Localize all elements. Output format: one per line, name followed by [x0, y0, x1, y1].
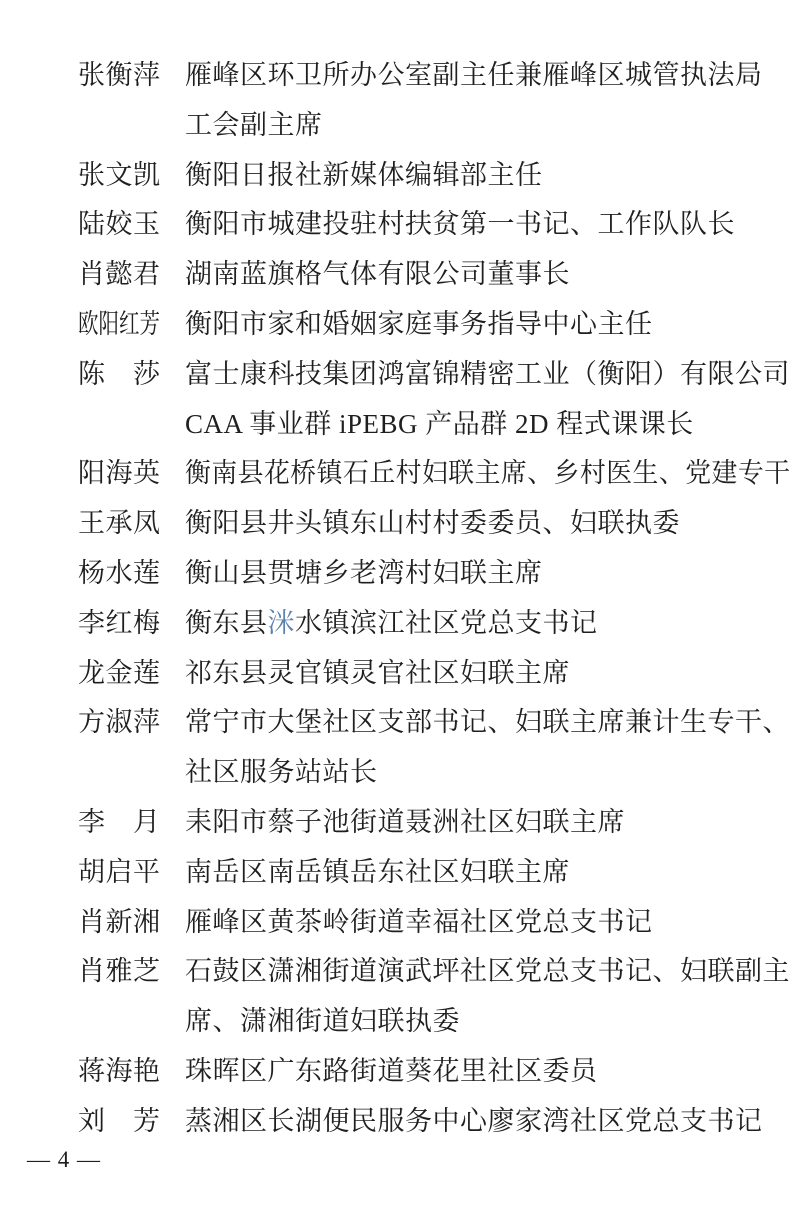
name-char [106, 350, 133, 400]
person-title [185, 151, 791, 201]
name-char: 懿 [105, 259, 133, 290]
name-char: 平 [133, 856, 160, 887]
roster-entry [78, 449, 793, 499]
name-char: 雅 [105, 956, 133, 987]
title-line [185, 101, 791, 151]
title-line-text: 席、潇湘街道妇联执委 [185, 1006, 460, 1037]
person-title [185, 350, 791, 450]
title-line [185, 51, 791, 101]
name-char: 金 [105, 657, 133, 688]
title-line-text: 雁峰区黄茶岭街道幸福社区党总支书记 [185, 906, 653, 937]
person-name [78, 151, 160, 201]
title-line [185, 350, 791, 400]
person-title [185, 898, 791, 948]
name-char: 莲 [133, 657, 160, 688]
title-line [185, 898, 791, 948]
person-title [185, 1097, 791, 1147]
name-char: 阳 [98, 308, 119, 339]
name-char: 芳 [133, 1105, 160, 1136]
title-line-text: 常宁市大堡社区支部书记、妇联主席兼计生专干、 [185, 707, 790, 738]
person-name [78, 898, 160, 948]
name-char: 陆 [78, 209, 105, 240]
title-line-text: 衡东县洣水镇滨江社区党总支书记 [185, 607, 598, 638]
person-title [185, 200, 791, 250]
name-char: 欧 [78, 308, 99, 339]
roster-entry [78, 898, 793, 948]
person-title [185, 549, 791, 599]
name-char: 萍 [133, 60, 160, 90]
person-name [78, 300, 160, 350]
name-char: 红 [105, 607, 133, 638]
name-char: 龙 [78, 657, 105, 688]
name-char: 芳 [139, 308, 160, 339]
title-line-text: 石鼓区潇湘街道演武坪社区党总支书记、妇联副主 [185, 956, 790, 987]
person-name-text [78, 250, 160, 300]
person-name-text [78, 350, 160, 400]
person-title [185, 798, 791, 848]
roster-entry [78, 151, 793, 201]
title-line [185, 250, 791, 300]
person-name-text [78, 1097, 160, 1147]
title-line-text: 衡南县花桥镇石丘村妇联主席、乡村医生、党建专干 [185, 458, 791, 489]
person-name-text [78, 947, 160, 997]
name-char: 文 [105, 159, 133, 190]
title-line [185, 748, 791, 798]
person-name [78, 798, 160, 848]
title-line-text: 湖南蓝旗格气体有限公司董事长 [185, 259, 570, 290]
title-line-text: 衡阳市家和婚姻家庭事务指导中心主任 [185, 308, 653, 339]
person-title [185, 599, 791, 649]
title-line-text: 衡山县贯塘乡老湾村妇联主席 [185, 557, 543, 588]
title-line [185, 1047, 791, 1097]
title-line-text: 耒阳市蔡子池街道聂洲社区妇联主席 [185, 806, 625, 837]
person-name [78, 51, 160, 101]
name-char: 杨 [78, 557, 105, 588]
person-name-text [78, 499, 160, 549]
title-line-text: 雁峰区环卫所办公室副主任兼雁峰区城管执法局 [185, 60, 763, 90]
roster-entry [78, 499, 793, 549]
roster-entry [78, 549, 793, 599]
person-name-text [78, 898, 160, 948]
name-char: 张 [78, 159, 105, 190]
roster-entry [78, 798, 793, 848]
roster-entry [78, 350, 793, 450]
person-name [78, 499, 160, 549]
person-title [185, 499, 791, 549]
name-char: 湘 [133, 906, 160, 937]
name-char: 君 [133, 259, 160, 290]
name-char: 张 [78, 60, 105, 90]
title-line [185, 698, 791, 748]
person-name [78, 1047, 160, 1097]
title-line [185, 549, 791, 599]
roster-entry [78, 1047, 793, 1097]
name-char: 海 [105, 1055, 133, 1086]
title-line [185, 449, 791, 499]
name-char [106, 798, 133, 848]
title-line [185, 400, 791, 450]
person-title [185, 947, 791, 1047]
title-line [185, 1097, 791, 1147]
name-char: 梅 [133, 607, 160, 638]
roster-entry [78, 599, 793, 649]
person-name-text [78, 1047, 160, 1097]
person-name-text [78, 51, 160, 101]
title-line-text: 衡阳市城建投驻村扶贫第一书记、工作队队长 [185, 209, 735, 240]
title-line-text: 祁东县灵官镇灵官社区妇联主席 [185, 657, 570, 688]
person-name-text [78, 549, 160, 599]
person-name-text [78, 151, 160, 201]
name-char: 肖 [78, 259, 105, 290]
name-char [106, 1097, 133, 1147]
name-char: 蒋 [78, 1055, 105, 1086]
title-line [185, 599, 791, 649]
person-title [185, 1047, 791, 1097]
title-line-text: 富士康科技集团鸿富锦精密工业（衡阳）有限公司 [185, 358, 790, 389]
roster-entry [78, 51, 793, 151]
name-char: 凤 [133, 508, 160, 539]
name-char: 芝 [133, 956, 160, 987]
person-name-text [78, 300, 160, 350]
name-char: 刘 [78, 1105, 105, 1136]
name-char: 淑 [105, 707, 133, 738]
roster-entry [78, 698, 793, 798]
roster-entry [78, 947, 793, 1047]
person-name [78, 947, 160, 997]
person-name [78, 698, 160, 748]
title-line-text: 衡阳县井头镇东山村村委委员、妇联执委 [185, 508, 680, 539]
name-char: 陈 [78, 358, 105, 389]
name-char: 莲 [133, 557, 160, 588]
page-number: — 4 — [27, 1147, 101, 1172]
title-line-text: 南岳区南岳镇岳东社区妇联主席 [185, 856, 570, 887]
person-name-text [78, 599, 160, 649]
title-line [185, 848, 791, 898]
name-char: 方 [78, 707, 105, 738]
person-name [78, 350, 160, 400]
name-char: 莎 [133, 358, 160, 389]
title-line-text: 衡阳日报社新媒体编辑部主任 [185, 159, 543, 190]
title-line-text: 工会副主席 [185, 109, 323, 140]
roster-entry [78, 200, 793, 250]
person-name [78, 449, 160, 499]
person-name [78, 599, 160, 649]
title-line [185, 151, 791, 201]
title-line-text: CAA 事业群 iPEBG 产品群 2D 程式课课长 [185, 408, 694, 439]
person-name [78, 200, 160, 250]
name-char: 王 [78, 508, 105, 539]
roster-entry [78, 848, 793, 898]
person-name [78, 549, 160, 599]
name-char: 英 [133, 458, 160, 489]
title-line-text: 蒸湘区长湖便民服务中心廖家湾社区党总支书记 [185, 1105, 763, 1136]
name-char: 海 [105, 458, 133, 489]
title-line [185, 997, 791, 1047]
person-name-text [78, 200, 160, 250]
person-name [78, 250, 160, 300]
person-name [78, 848, 160, 898]
name-char: 玉 [133, 209, 160, 240]
name-char: 启 [105, 856, 133, 887]
person-title [185, 51, 791, 151]
name-char: 新 [105, 906, 133, 937]
person-name [78, 1097, 160, 1147]
name-char: 肖 [78, 906, 105, 937]
name-char: 月 [133, 806, 160, 837]
name-char: 衡 [105, 60, 133, 90]
person-name-text [78, 698, 160, 748]
roster-list [78, 51, 793, 1147]
roster-entry [78, 250, 793, 300]
roster-entry [78, 649, 793, 699]
name-char: 萍 [133, 707, 160, 738]
name-char: 李 [78, 607, 105, 638]
person-name [78, 649, 160, 699]
title-line [185, 798, 791, 848]
title-line-text: 社区服务站站长 [185, 757, 378, 788]
title-line-text: 珠晖区广东路街道葵花里社区委员 [185, 1055, 598, 1086]
name-char: 姣 [105, 209, 133, 240]
title-line [185, 947, 791, 997]
person-name-text [78, 649, 160, 699]
person-title [185, 649, 791, 699]
name-char: 水 [105, 557, 133, 588]
person-title [185, 300, 791, 350]
person-name-text [78, 449, 160, 499]
name-char: 肖 [78, 956, 105, 987]
title-line [185, 499, 791, 549]
name-char: 艳 [133, 1055, 160, 1086]
name-char: 李 [78, 806, 105, 837]
name-char: 承 [105, 508, 133, 539]
name-char: 凯 [133, 159, 160, 190]
roster-entry [78, 300, 793, 350]
title-line [185, 300, 791, 350]
title-line [185, 200, 791, 250]
person-name-text [78, 848, 160, 898]
name-char: 红 [119, 308, 140, 339]
title-line [185, 649, 791, 699]
name-char: 胡 [78, 856, 105, 887]
person-title [185, 698, 791, 798]
person-title [185, 449, 791, 499]
roster-entry [78, 1097, 793, 1147]
person-title [185, 250, 791, 300]
name-char: 阳 [78, 458, 105, 489]
accent-char: 洣 [267, 607, 295, 638]
person-title [185, 848, 791, 898]
person-name-text [78, 798, 160, 848]
